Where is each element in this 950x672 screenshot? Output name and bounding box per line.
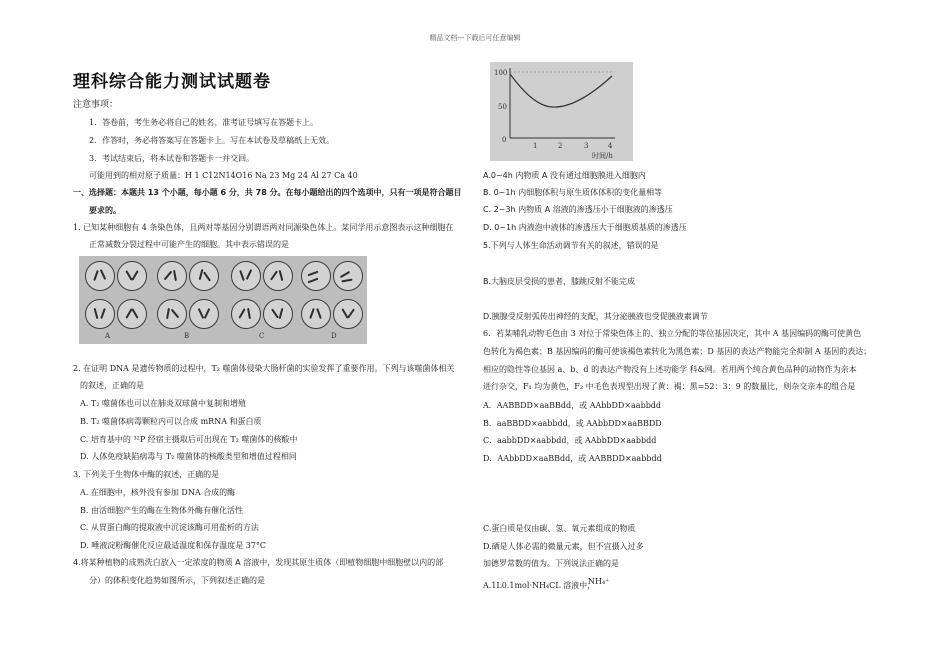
cell-diagram <box>157 261 187 291</box>
q4-option: A.0~4h 内物质 A 没有通过细胞膜进入细胞内 <box>483 171 646 180</box>
cell-diagram <box>301 261 331 291</box>
cell-diagram <box>189 261 219 291</box>
figure-label-d: D <box>331 332 337 340</box>
misc-line: C.蛋白质是仅由碳、氢、氧元素组成的物质 <box>483 524 636 533</box>
q4-stem-cont: 分）的体积变化趋势如图所示，下列叙述正确的是 <box>89 576 265 585</box>
section-heading: 一、选择题：本题共 13 个小题，每小题 6 分，共 78 分。在每小题给出的四个选项中，只有一项是符合题目 <box>73 188 462 197</box>
y-tick: 50 <box>498 103 507 111</box>
cell-diagram <box>117 299 147 329</box>
q4-option: D. 0~1h 内液泡中液体的渗透压大于细胞质基质的渗透压 <box>483 223 687 232</box>
q5-option-d: D.胰腺受反射弧传出神经的支配，其分泌胰液也受促胰液素调节 <box>483 312 708 321</box>
y-tick: 0 <box>502 136 507 144</box>
figure-label-b: B <box>184 332 190 340</box>
x-tick: 2 <box>558 142 563 150</box>
page-header: 精品文档---下载后可任意编辑 <box>429 34 521 42</box>
x-tick: 4 <box>608 142 613 150</box>
note-item: 1．答卷前，考生务必将自己的姓名、准考证号填写在答题卡上。 <box>89 118 319 127</box>
misc-line: D.硒是人体必需的微量元素，但不宜摄入过多 <box>483 542 644 551</box>
atomic-masses: 可能用到的相对原子质量：H 1 C12N14O16 Na 23 Mg 24 Al 27 Ca 40 <box>89 171 358 180</box>
q6-option: B．aaBBDD×aabbdd，或 AAbbDD×aaBBDD <box>483 419 662 428</box>
figure-label-a: A <box>105 332 111 340</box>
q2-option: A. T₂ 噬菌体也可以在肺炎双球菌中复制和增殖 <box>80 399 246 408</box>
q6-stem: 6．若某哺乳动物毛色由 3 对位于常染色体上的、独立分配的等位基因决定，其中 A 基因编码的酶可使黄色 <box>483 329 862 338</box>
cell-diagram <box>85 261 115 291</box>
q5-option-b: B.大脑皮层受损的患者，膝跳反射不能完成 <box>483 277 636 286</box>
notes-heading: 注意事项： <box>73 100 119 110</box>
cell-diagram <box>117 261 147 291</box>
x-axis-label: 时间/h <box>592 152 613 160</box>
q4-option: C. 2~3h 内物质 A 溶液的渗透压小于细胞液的渗透压 <box>483 205 673 214</box>
q5-stem: 5.下列与人体生命活动调节有关的叙述，错误的是 <box>483 241 659 250</box>
cell-diagram <box>157 299 187 329</box>
q3-option: D. 唾液淀粉酶催化反应最适温度和保存温度是 37°C <box>80 541 267 550</box>
q2-option: B. T₂ 噬菌体病毒颗粒内可以合成 mRNA 和蛋白质 <box>80 417 262 426</box>
x-tick: 1 <box>533 142 538 150</box>
q1-stem: 1. 已知某种细胞有 4 条染色体，且两对等基因分别谓语两对同源染色体上。某同学用示意图表示这种细胞在 <box>73 223 454 232</box>
q2-stem: 2. 在证明 DNA 是遗传物质的过程中，T₂ 噬菌体侵染大肠杆菌的实验发挥了重要作用。下列与该噬菌体相关 <box>73 364 455 373</box>
y-tick: 100 <box>494 69 508 77</box>
q4-option: B. 0~1h 内细胞体积与原生质体体积的变化量相等 <box>483 188 663 197</box>
q2-stem-cont: 的叙述，正确的是 <box>80 381 144 390</box>
misc-line: 加德罗常数的值为。下列说法正确的是 <box>483 559 619 568</box>
q4-volume-graph <box>490 62 633 161</box>
q6-stem: 相应的隐性等位基因 a、b、d 的表达产物没有上述功能学 科&网。若用两个纯合黄色品种的动物作为亲本 <box>483 365 857 374</box>
cell-diagram <box>231 261 261 291</box>
graph-svg <box>490 62 633 161</box>
x-tick: 3 <box>584 142 589 150</box>
note-item: 2．作答时，务必将答案写在答题卡上。写在本试卷及草稿纸上无效。 <box>89 136 335 145</box>
figure-label-c: C <box>259 332 265 340</box>
q2-option: C. 培育基中的 ³²P 经宿主摄取后可出现在 T₂ 噬菌体的核酸中 <box>80 435 298 444</box>
cell-diagram <box>263 299 293 329</box>
exam-title: 理科综合能力测试试题卷 <box>73 72 271 92</box>
cell-diagram <box>231 299 261 329</box>
q3-option: C. 从胃蛋白酶的提取液中沉淀该酶可用盐析的方法 <box>80 523 259 532</box>
q2-option: D. 人体免疫缺陷病毒与 T₂ 噬菌体的核酸类型和增值过程相同 <box>80 452 297 461</box>
section-heading-cont: 要求的。 <box>89 206 121 215</box>
q6-stem: 色转化为褐色素；B 基因编码的酶可使该褐色素转化为黑色素；D 基因的表达产物能完全抑制 A 基因的表达； <box>483 347 872 356</box>
nh4-formula: NH₄⁺ <box>588 577 610 586</box>
cell-diagram <box>189 299 219 329</box>
misc-line: A.1L0.1mol·NH₄CL 溶液中， <box>483 581 596 590</box>
cell-diagram <box>333 261 363 291</box>
q6-option: D．AAbbDD×aaBBdd，或 AABBDD×aabbdd <box>483 454 662 463</box>
q6-stem: 进行杂交，F₁ 均为黄色，F₂ 中毛色表现型出现了黄：褐：黑=52：3：9 的数量比，则杂交亲本的组合是 <box>483 382 856 391</box>
q3-option: A. 在细胞中，核外没有参加 DNA 合成的酶 <box>80 488 236 497</box>
q6-option: C．aabbDD×aabbdd，或 AAbbDD×aabbdd <box>483 436 657 445</box>
q3-stem: 3. 下列关于生物体中酶的叙述，正确的是 <box>73 470 220 479</box>
cell-diagram <box>301 299 331 329</box>
note-item: 3．考试结束后，将本试卷和答题卡一并交回。 <box>89 154 255 163</box>
cell-diagram <box>85 299 115 329</box>
cell-diagram <box>333 299 363 329</box>
cell-diagram <box>263 261 293 291</box>
q4-stem: 4.将某种植物的成熟洗白放入一定浓度的物质 A 溶液中，发现其原生质体（即植物细胞中细胞壁以内的部 <box>73 558 444 567</box>
q3-option: B. 由活细胞产生的酶在生物体外酶有催化活性 <box>80 506 243 515</box>
q1-stem-cont: 正常减数分裂过程中可能产生的细胞。其中表示错误的是 <box>89 240 289 249</box>
q1-cell-figure <box>79 256 367 344</box>
q6-option: A．AABBDD×aaBBdd，或 AAbbDD×aabbdd <box>483 401 662 410</box>
